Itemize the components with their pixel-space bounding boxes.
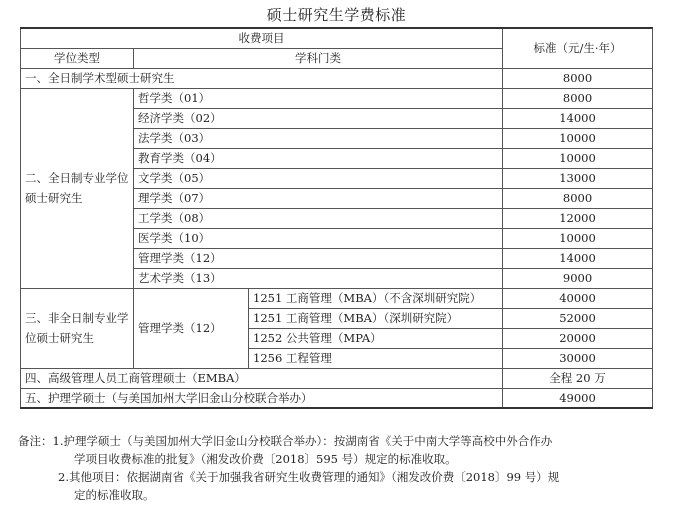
group-label-line: 二、全日制专业学位 <box>25 171 129 185</box>
subject-cell: 管理学类（12） <box>134 248 503 268</box>
table-row <box>21 288 653 308</box>
subject-cell: 哲学类（01） <box>134 88 503 108</box>
row-fee: 14000 <box>503 108 653 128</box>
note-text: 2.其他项目：依据湖南省《关于加强我省研究生收费管理的通知》（湘发改价费〔2018〕99 号）规 <box>58 470 560 484</box>
row-fee: 52000 <box>503 308 653 328</box>
subject-cell: 经济学类（02） <box>134 108 503 128</box>
row-fee: 14000 <box>503 248 653 268</box>
header-standard: 标准（元/生·年） <box>503 28 653 68</box>
row-fee: 10000 <box>503 128 653 148</box>
notes <box>18 432 658 504</box>
row-fee: 10000 <box>503 228 653 248</box>
group-label <box>21 88 134 288</box>
program-cell: 1251 工商管理（MBA）（不含深圳研究院） <box>249 288 503 308</box>
row-fee: 9000 <box>503 268 653 288</box>
row-fee: 10000 <box>503 148 653 168</box>
fee-table <box>20 27 653 409</box>
subject-cell: 教育学类（04） <box>134 148 503 168</box>
row-fee: 全程 20 万 <box>503 368 653 388</box>
header-discipline: 学科门类 <box>134 48 503 68</box>
row-fee: 8000 <box>503 188 653 208</box>
row-fee: 20000 <box>503 328 653 348</box>
subject-cell: 理学类（07） <box>134 188 503 208</box>
table-row <box>21 88 653 108</box>
note-text: 定的标准收取。 <box>74 488 155 502</box>
program-cell: 1252 公共管理（MPA） <box>249 328 503 348</box>
row-fee: 40000 <box>503 288 653 308</box>
header-degree-type: 学位类型 <box>21 48 134 68</box>
note-text: 备注：1.护理学硕士（与美国加州大学旧金山分校联合举办）：按湖南省《关于中南大学等高校中外合作办 <box>18 434 553 448</box>
group-label-line: 硕士研究生 <box>25 191 83 205</box>
subject-cell: 管理学类（12） <box>134 288 249 368</box>
table-row <box>21 388 653 408</box>
row-fee: 13000 <box>503 168 653 188</box>
note-text: 学项目收费标准的批复》（湘发改价费〔2018〕595 号）规定的标准收取。 <box>74 452 457 466</box>
subject-cell: 文学类（05） <box>134 168 503 188</box>
row-label: 四、高级管理人员工商管理硕士（EMBA） <box>21 368 503 388</box>
row-label: 五、护理学硕士（与美国加州大学旧金山分校联合举办） <box>21 388 503 408</box>
subject-cell: 医学类（10） <box>134 228 503 248</box>
program-cell: 1256 工程管理 <box>249 348 503 368</box>
group-label-line: 位硕士研究生 <box>25 331 94 345</box>
subject-cell: 艺术学类（13） <box>134 268 503 288</box>
header-fee-items: 收费项目 <box>21 28 503 48</box>
row-fee: 8000 <box>503 68 653 88</box>
row-fee: 8000 <box>503 88 653 108</box>
header-row-1 <box>21 28 653 48</box>
page-title: 硕士研究生学费标准 <box>266 6 407 24</box>
table-row <box>21 68 653 88</box>
subject-cell: 法学类（03） <box>134 128 503 148</box>
group-label-line: 三、非全日制专业学 <box>25 311 129 325</box>
group-label <box>21 288 134 368</box>
subject-cell: 工学类（08） <box>134 208 503 228</box>
table-row <box>21 368 653 388</box>
row-fee: 49000 <box>503 388 653 408</box>
row-label: 一、全日制学术型硕士研究生 <box>21 68 503 88</box>
row-fee: 12000 <box>503 208 653 228</box>
program-cell: 1251 工商管理（MBA）（深圳研究院） <box>249 308 503 328</box>
row-fee: 30000 <box>503 348 653 368</box>
